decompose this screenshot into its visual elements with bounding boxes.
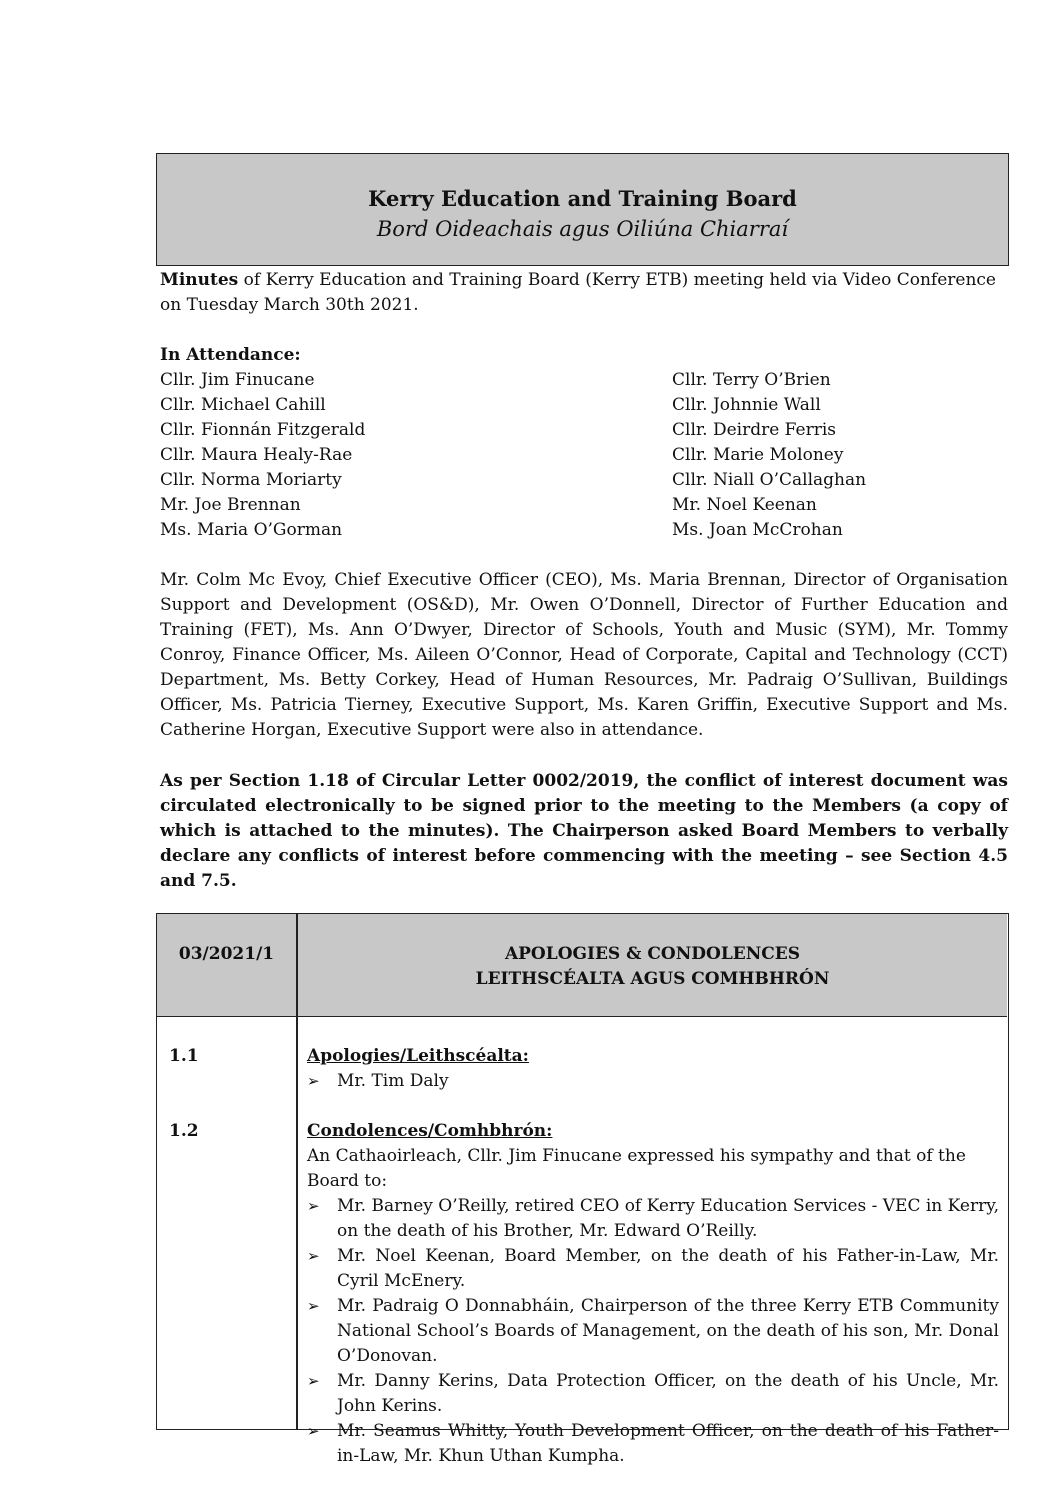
attendee: Cllr. Norma Moriarty <box>160 470 342 490</box>
attendee: Mr. Joe Brennan <box>160 495 301 515</box>
agenda-table <box>156 913 1009 1466</box>
list-item-text: Mr. Padraig O Donnabháin, Chairperson of the three Kerry ETB Community National School’s Boards of Management, on the death of his son, Mr. Donal O’Donovan. <box>337 1296 999 1366</box>
arrow-bullet-icon: ➢ <box>307 1072 320 1090</box>
arrow-bullet-icon: ➢ <box>307 1297 320 1315</box>
attendee: Cllr. Johnnie Wall <box>672 395 821 415</box>
intro-lead: Minutes <box>160 270 239 290</box>
attendee: Ms. Joan McCrohan <box>672 520 843 540</box>
attendee: Cllr. Deirdre Ferris <box>672 420 837 440</box>
arrow-bullet-icon: ➢ <box>307 1372 320 1390</box>
attendance-right-column <box>672 368 866 543</box>
document-title-box <box>156 153 1009 266</box>
list-item <box>307 1294 999 1369</box>
intro-paragraph <box>160 268 1008 318</box>
attendee: Cllr. Fionnán Fitzgerald <box>160 420 366 440</box>
condolences-section <box>307 1119 999 1469</box>
list-item-text: Mr. Danny Kerins, Data Protection Officer, on the death of his Uncle, Mr. John Kerins. <box>337 1371 999 1416</box>
item-number: 1.1 <box>169 1046 199 1066</box>
list-item <box>307 1069 999 1094</box>
attendance-left-column <box>160 368 365 543</box>
arrow-bullet-icon: ➢ <box>307 1247 320 1265</box>
section-heading: Apologies/Leithscéalta: <box>307 1046 529 1066</box>
attendee: Ms. Maria O’Gorman <box>160 520 343 540</box>
attendance-heading: In Attendance: <box>160 345 301 365</box>
attendee: Cllr. Maura Healy-Rae <box>160 445 353 465</box>
intro-text: of Kerry Education and Training Board (Kerry ETB) meeting held via Video Conference on Tuesday March 30th 2021. <box>160 270 996 315</box>
document-title: Kerry Education and Training Board <box>368 186 797 211</box>
attendee: Cllr. Jim Finucane <box>160 370 315 390</box>
agenda-title-english: APOLOGIES & CONDOLENCES <box>504 944 801 964</box>
list-item <box>307 1419 999 1469</box>
conflict-of-interest-paragraph: As per Section 1.18 of Circular Letter 0002/2019, the conflict of interest document was circulated electronically to be signed prior to the meeting to the Members (a copy of which is attached to the minutes). The Chairperson asked Board Members to verbally declare any conflicts of interest before commencing with the meeting – see Section 4.5 and 7.5. <box>160 771 1008 891</box>
arrow-bullet-icon: ➢ <box>307 1197 320 1215</box>
section-heading: Condolences/Comhbhrón: <box>307 1121 553 1141</box>
attendee: Cllr. Terry O’Brien <box>672 370 831 390</box>
agenda-item-code: 03/2021/1 <box>178 944 275 964</box>
attendee: Cllr. Michael Cahill <box>160 395 326 415</box>
staff-paragraph: Mr. Colm Mc Evoy, Chief Executive Officer (CEO), Ms. Maria Brennan, Director of Organisation Support and Development (OS&D), Mr. Owen O’Donnell, Director of Further Education and Training (FET), Ms. Ann O’Dwyer, Director of Schools, Youth and Music (SYM), Mr. Tommy Conroy, Finance Officer, Ms. Aileen O’Connor, Head of Corporate, Capital and Technology (CCT) Department, Ms. Betty Corkey, Head of Human Resources, Mr. Padraig O’Sullivan, Buildings Officer, Ms. Patricia Tierney, Executive Support, Ms. Karen Griffin, Executive Support and Ms. Catherine Horgan, Executive Support were also in attendance. <box>160 570 1008 740</box>
list-item <box>307 1194 999 1244</box>
list-item <box>307 1369 999 1419</box>
list-item-text: Mr. Tim Daly <box>337 1071 449 1091</box>
list-item-text: Mr. Noel Keenan, Board Member, on the death of his Father-in-Law, Mr. Cyril McEnery. <box>337 1246 999 1291</box>
agenda-title-irish: LEITHSCÉALTA AGUS COMHBHRÓN <box>475 969 830 989</box>
list-item-text: Mr. Barney O’Reilly, retired CEO of Kerry Education Services - VEC in Kerry, on the death of his Brother, Mr. Edward O’Reilly. <box>337 1196 999 1241</box>
attendee: Mr. Noel Keenan <box>672 495 817 515</box>
document-title-irish: Bord Oideachais agus Oiliúna Chiarraí <box>376 217 789 241</box>
arrow-bullet-icon: ➢ <box>307 1422 320 1440</box>
list-item <box>307 1244 999 1294</box>
agenda-item-title <box>298 942 1007 992</box>
apologies-section <box>307 1044 999 1094</box>
item-number: 1.2 <box>169 1121 199 1141</box>
attendee: Cllr. Marie Moloney <box>672 445 844 465</box>
attendee: Cllr. Niall O’Callaghan <box>672 470 867 490</box>
list-item-text: Mr. Seamus Whitty, Youth Development Officer, on the death of his Father-in-Law, Mr. Khun Uthan Kumpha. <box>337 1421 999 1466</box>
section-text: An Cathaoirleach, Cllr. Jim Finucane expressed his sympathy and that of the Board to: <box>307 1146 966 1191</box>
